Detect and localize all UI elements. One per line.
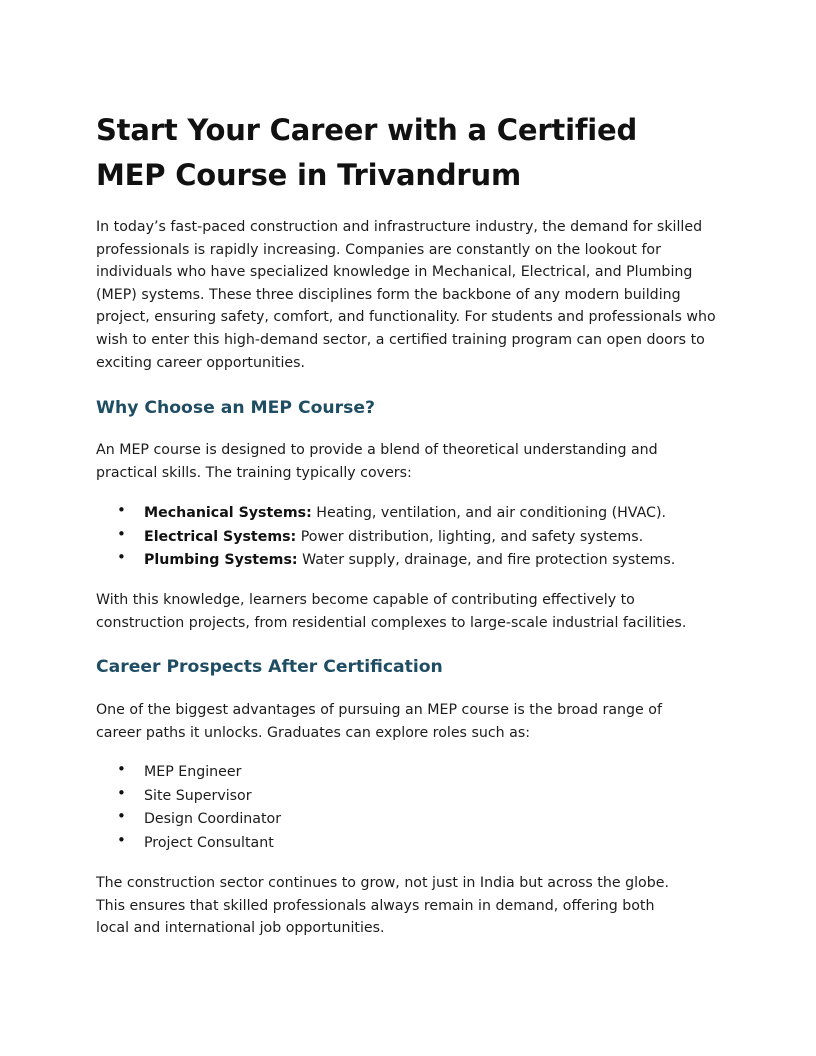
section-heading-why-mep: Why Choose an MEP Course? xyxy=(96,398,375,418)
section2-outro-line: This ensures that skilled professionals always remain in demand, offering both xyxy=(96,897,655,914)
intro-line: In today’s fast-paced construction and infrastructure industry, the demand for skilled xyxy=(96,219,703,235)
intro-line: individuals who have specialized knowledge in Mechanical, Electrical, and Plumbing xyxy=(96,264,693,281)
mep-systems-list xyxy=(96,502,675,573)
intro-line: (MEP) systems. These three disciplines form the backbone of any modern building xyxy=(96,286,681,303)
section1-intro-line: An MEP course is designed to provide a blend of theoretical understanding and xyxy=(96,442,658,458)
intro-line: professionals is rapidly increasing. Companies are constantly on the lookout for xyxy=(96,241,661,258)
intro-line: project, ensuring safety, comfort, and functionality. For students and professionals who xyxy=(96,309,716,326)
list-item-label: Plumbing Systems: xyxy=(144,552,298,569)
list-item-text: Design Coordinator xyxy=(144,811,282,828)
bullet-icon: • xyxy=(117,783,126,802)
list-item xyxy=(96,526,675,550)
section1-outro-paragraph xyxy=(96,589,686,634)
bullet-icon: • xyxy=(117,548,126,567)
intro-paragraph xyxy=(96,216,716,374)
list-item-text: Power distribution, lighting, and safety systems. xyxy=(296,528,644,545)
intro-line: exciting career opportunities. xyxy=(96,354,306,371)
intro-line: wish to enter this high-demand sector, a certified training program can open doors to xyxy=(96,331,705,348)
bullet-icon: • xyxy=(117,524,126,543)
section2-outro-line: local and international job opportunities. xyxy=(96,920,385,937)
list-item-text: Water supply, drainage, and fire protection systems. xyxy=(297,552,676,569)
list-item-text: Site Supervisor xyxy=(144,787,252,804)
section2-intro-line: career paths it unlocks. Graduates can explore roles such as: xyxy=(96,724,531,741)
section2-intro-paragraph xyxy=(96,699,662,744)
section2-outro-line: The construction sector continues to grow, not just in India but across the globe. xyxy=(96,875,669,891)
bullet-icon: • xyxy=(117,807,126,826)
page-title-line-2: MEP Course in Trivandrum xyxy=(96,158,521,192)
list-item-text: MEP Engineer xyxy=(144,764,242,780)
section-heading-career-prospects: Career Prospects After Certification xyxy=(96,657,443,677)
list-item xyxy=(96,502,675,526)
list-item-label: Mechanical Systems: xyxy=(144,505,312,521)
page-title xyxy=(96,108,637,198)
bullet-icon: • xyxy=(117,760,126,778)
list-item-text: Heating, ventilation, and air conditioning (HVAC). xyxy=(311,505,667,521)
list-item-label: Electrical Systems: xyxy=(144,528,297,545)
bullet-icon: • xyxy=(117,830,126,849)
bullet-icon: • xyxy=(117,501,126,519)
section1-outro-line: construction projects, from residential complexes to large-scale industrial facilities. xyxy=(96,614,687,631)
list-item-text: Project Consultant xyxy=(144,834,274,851)
page-title-line-1: Start Your Career with a Certified xyxy=(96,113,638,147)
list-item xyxy=(96,832,281,856)
section2-intro-line: One of the biggest advantages of pursuing an MEP course is the broad range of xyxy=(96,702,662,718)
section1-intro-line: practical skills. The training typically covers: xyxy=(96,464,412,481)
career-roles-list xyxy=(96,761,281,855)
section1-outro-line: With this knowledge, learners become capable of contributing effectively to xyxy=(96,592,635,608)
section2-outro-paragraph xyxy=(96,872,669,940)
section1-intro-paragraph xyxy=(96,439,658,484)
list-item xyxy=(96,549,675,573)
